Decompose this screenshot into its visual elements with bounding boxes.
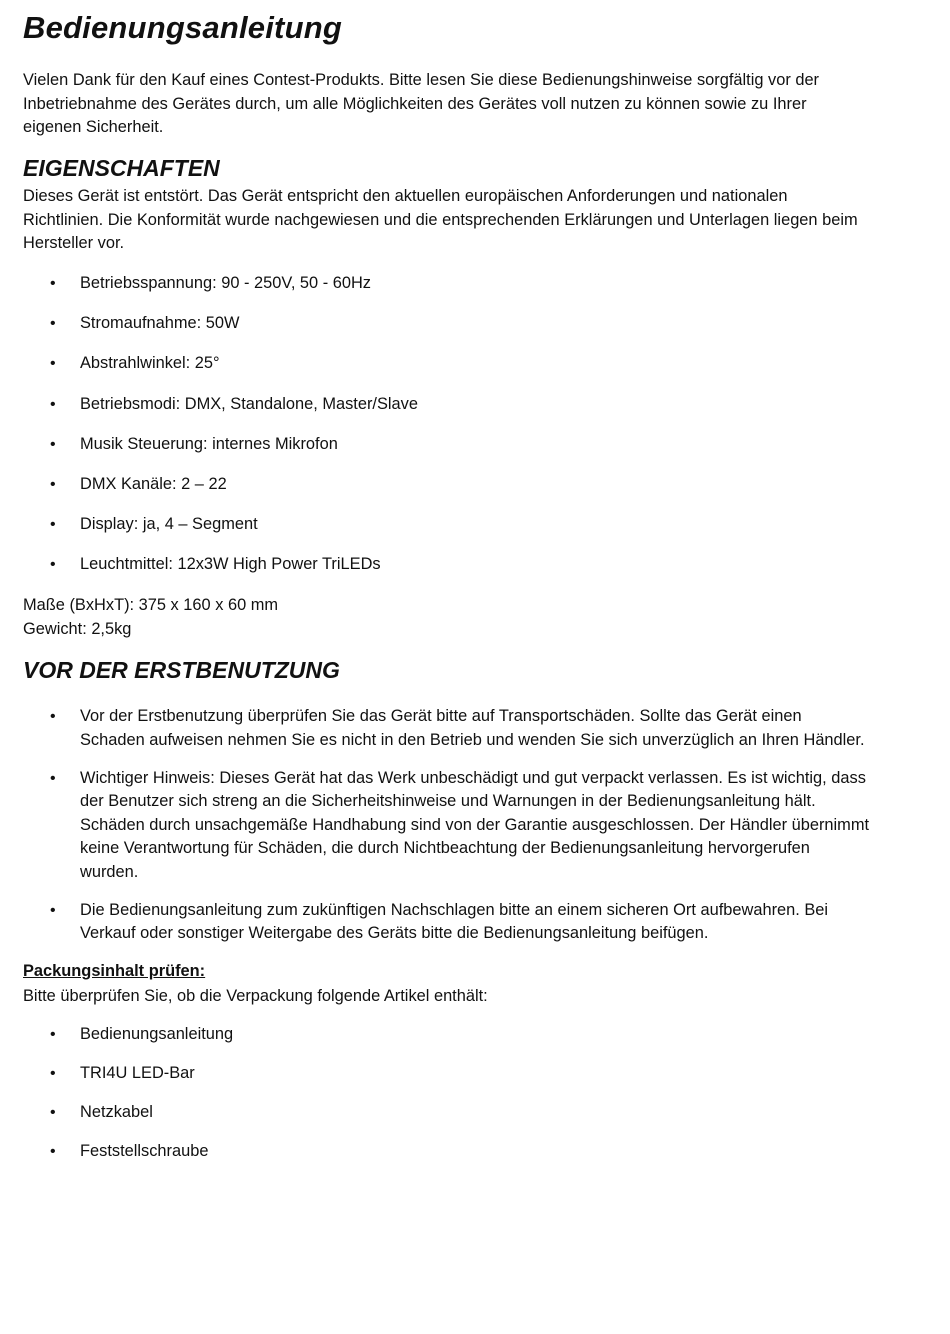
erstbenutzung-line: • Die Bedienungsanleitung zum zukünftigen Nachschlagen bitte an einem sicheren Ort aufbewahren. Bei <box>80 900 829 919</box>
erstbenutzung-line: Schäden durch unsachgemäße Handhabung sind von der Garantie ausgeschlossen. Der Händler übernimmt <box>80 815 870 834</box>
package-item: • Bedienungsanleitung <box>23 1023 928 1047</box>
spec-item: • Abstrahlwinkel: 25° <box>23 352 928 376</box>
eigenschaften-line: Hersteller vor. <box>23 234 125 252</box>
spec-item: • Leuchtmittel: 12x3W High Power TriLEDs <box>23 553 928 577</box>
package-item: • TRI4U LED-Bar <box>23 1062 928 1086</box>
spec-item: • Display: ja, 4 – Segment <box>23 513 928 537</box>
erstbenutzung-line: keine Verantwortung für Schäden, die durch Nichtbeachtung der Bedienungsanleitung hervorgerufen <box>80 839 810 857</box>
page-title: Bedienungsanleitung <box>23 10 342 45</box>
intro-line: Inbetriebnahme des Gerätes durch, um alle Möglichkeiten des Gerätes voll nutzen zu können sowie zu Ihrer <box>23 94 807 113</box>
erstbenutzung-line: Verkauf oder sonstiger Weitergabe des Geräts bitte die Bedienungsanleitung beifügen. <box>80 924 709 942</box>
erstbenutzung-heading: VOR DER ERSTBENUTZUNG <box>23 657 340 683</box>
eigenschaften-line: Dieses Gerät ist entstört. Das Gerät entspricht den aktuellen europäischen Anforderungen und nationalen <box>23 187 788 205</box>
erstbenutzung-line: wurden. <box>80 862 139 881</box>
erstbenutzung-item <box>23 899 928 946</box>
eigenschaften-heading: EIGENSCHAFTEN <box>23 155 220 181</box>
eigenschaften-paragraph <box>23 185 928 256</box>
spec-item: • Betriebsmodi: DMX, Standalone, Master/Slave <box>23 393 928 417</box>
packungsinhalt-intro-text: Bitte überprüfen Sie, ob die Verpackung folgende Artikel enthält: <box>23 987 488 1005</box>
dimensions-block <box>23 594 928 641</box>
erstbenutzung-item <box>23 767 928 885</box>
intro-line: eigenen Sicherheit. <box>23 118 164 136</box>
intro-line: Vielen Dank für den Kauf eines Contest-Produkts. Bitte lesen Sie diese Bedienungshinweise sorgfältig vor der <box>23 71 820 89</box>
spec-item: • DMX Kanäle: 2 – 22 <box>23 473 928 497</box>
weight-text: Gewicht: 2,5kg <box>23 619 132 638</box>
packungsinhalt-list <box>23 1023 928 1179</box>
intro-paragraph <box>23 69 928 140</box>
eigenschaften-line: Richtlinien. Die Konformität wurde nachgewiesen und die entsprechenden Erklärungen und Unterlagen liegen beim <box>23 210 858 229</box>
packungsinhalt-heading: Packungsinhalt prüfen: <box>23 962 206 980</box>
erstbenutzung-list <box>23 705 928 960</box>
packungsinhalt-intro <box>23 985 928 1009</box>
erstbenutzung-line: Schaden aufweisen nehmen Sie es nicht in den Betrieb und wenden Sie sich unverzüglich an Ihren Händler. <box>80 730 865 749</box>
erstbenutzung-line: • Wichtiger Hinweis: Dieses Gerät hat das Werk unbeschädigt und gut verpackt verlassen. Es ist wichtig, dass <box>80 768 866 787</box>
package-item: • Netzkabel <box>23 1101 928 1125</box>
spec-list <box>23 272 928 594</box>
dimensions-text: Maße (BxHxT): 375 x 160 x 60 mm <box>23 596 279 614</box>
spec-item: • Betriebsspannung: 90 - 250V, 50 - 60Hz <box>23 272 928 296</box>
spec-item: • Stromaufnahme: 50W <box>23 312 928 336</box>
spec-item: • Musik Steuerung: internes Mikrofon <box>23 433 928 457</box>
package-item: • Feststellschraube <box>23 1140 928 1164</box>
erstbenutzung-item <box>23 705 928 752</box>
erstbenutzung-line: • Vor der Erstbenutzung überprüfen Sie das Gerät bitte auf Transportschäden. Sollte das Gerät einen <box>80 707 802 725</box>
erstbenutzung-line: der Benutzer sich streng an die Sicherheitshinweise und Warnungen in der Bedienungsanleitung hält. <box>80 792 816 810</box>
